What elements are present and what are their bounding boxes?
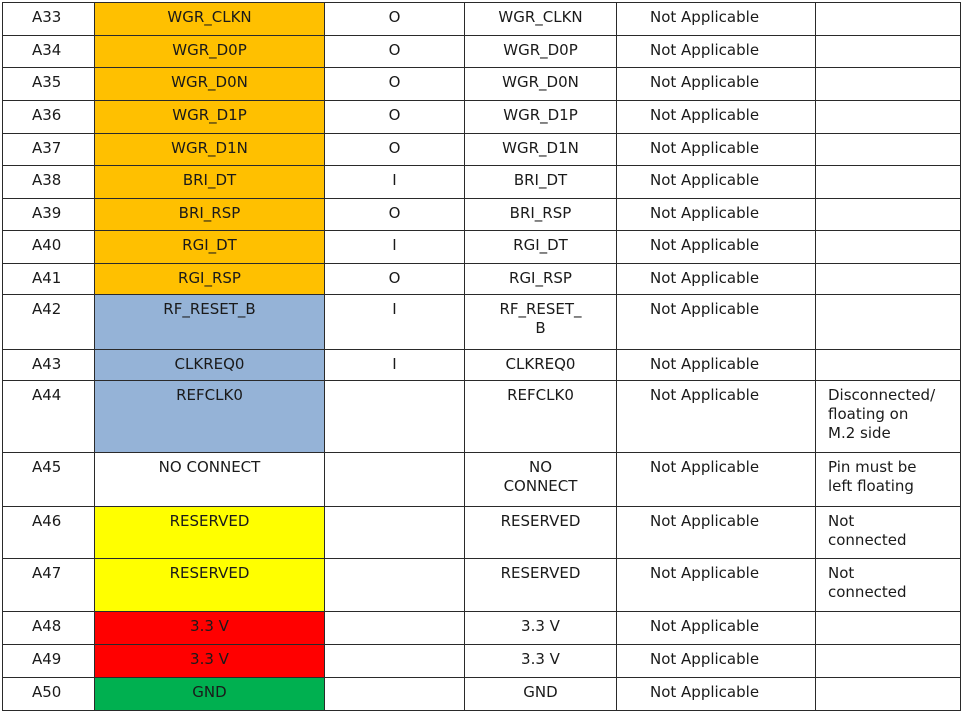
- note-text: [816, 678, 960, 687]
- pin-number-text: A39: [32, 204, 62, 222]
- table-row: [3, 559, 961, 612]
- pin-number-cell: [3, 231, 95, 264]
- note-cell: [816, 295, 961, 350]
- note-cell: [816, 350, 961, 381]
- description-cell: [617, 199, 816, 231]
- note-text: [816, 101, 960, 110]
- signal-text: RGI_RSP: [178, 269, 241, 287]
- description-cell: [617, 559, 816, 612]
- direction-text: O: [388, 139, 401, 157]
- note-text: [816, 612, 960, 621]
- note-text: [816, 645, 960, 654]
- pin-number-text: A34: [32, 41, 62, 59]
- pin-number-cell: [3, 612, 95, 645]
- direction-text: O: [388, 8, 401, 26]
- direction-cell: [325, 36, 465, 68]
- signal-cell: [95, 101, 325, 134]
- description-cell: [617, 3, 816, 36]
- pin-number-text: A44: [32, 386, 62, 404]
- direction-text: I: [392, 300, 397, 318]
- direction-text: O: [388, 73, 401, 91]
- signal-name-text: RGI_RSP: [509, 269, 572, 287]
- signal-name-cell: [465, 3, 617, 36]
- signal-name-text: WGR_D0N: [502, 73, 579, 91]
- description-cell: [617, 350, 816, 381]
- signal-name-text: RF_RESET_ B: [499, 300, 582, 337]
- table-row: [3, 381, 961, 453]
- pin-number-text: A50: [32, 683, 62, 701]
- table-row: [3, 295, 961, 350]
- signal-name-text: WGR_D1P: [503, 106, 578, 124]
- table-row: [3, 36, 961, 68]
- note-text: [816, 199, 960, 208]
- signal-text: RESERVED: [169, 564, 250, 582]
- note-text: [816, 134, 960, 143]
- note-cell: [816, 231, 961, 264]
- note-text: Not connected: [828, 512, 907, 549]
- description-text: Not Applicable: [650, 300, 760, 318]
- signal-text: RESERVED: [169, 512, 250, 530]
- description-text: Not Applicable: [650, 458, 760, 476]
- signal-cell: [95, 231, 325, 264]
- direction-text: O: [388, 106, 401, 124]
- table-row: [3, 612, 961, 645]
- pin-number-text: A45: [32, 458, 62, 476]
- table-row: [3, 453, 961, 507]
- signal-name-cell: [465, 559, 617, 612]
- direction-text: [325, 507, 464, 516]
- direction-text: O: [388, 269, 401, 287]
- description-cell: [617, 507, 816, 559]
- direction-text: [325, 612, 464, 621]
- description-cell: [617, 231, 816, 264]
- description-cell: [617, 68, 816, 101]
- direction-text: I: [392, 171, 397, 189]
- signal-text: REFCLK0: [176, 386, 243, 404]
- description-text: Not Applicable: [650, 512, 760, 530]
- signal-name-cell: [465, 350, 617, 381]
- signal-name-text: RESERVED: [500, 512, 581, 530]
- description-cell: [617, 612, 816, 645]
- description-cell: [617, 381, 816, 453]
- pin-number-cell: [3, 36, 95, 68]
- pin-number-text: A33: [32, 8, 62, 26]
- signal-name-cell: [465, 507, 617, 559]
- table-row: [3, 3, 961, 36]
- pin-number-cell: [3, 134, 95, 166]
- description-text: Not Applicable: [650, 8, 760, 26]
- signal-name-cell: [465, 264, 617, 295]
- signal-name-cell: [465, 381, 617, 453]
- description-text: Not Applicable: [650, 73, 760, 91]
- signal-cell: [95, 678, 325, 711]
- direction-text: [325, 381, 464, 390]
- signal-name-cell: [465, 645, 617, 678]
- note-text: Pin must be left floating: [828, 458, 917, 495]
- signal-cell: [95, 381, 325, 453]
- signal-text: 3.3 V: [190, 650, 229, 668]
- signal-text: WGR_D1P: [172, 106, 247, 124]
- signal-cell: [95, 559, 325, 612]
- description-text: Not Applicable: [650, 386, 760, 404]
- signal-name-cell: [465, 295, 617, 350]
- note-cell: [816, 36, 961, 68]
- pin-number-text: A41: [32, 269, 62, 287]
- signal-name-cell: [465, 612, 617, 645]
- signal-text: BRI_RSP: [178, 204, 241, 222]
- pinout-table-body: [3, 3, 961, 711]
- direction-cell: [325, 350, 465, 381]
- note-cell: [816, 612, 961, 645]
- signal-text: WGR_D1N: [171, 139, 248, 157]
- pin-number-text: A47: [32, 564, 62, 582]
- direction-cell: [325, 68, 465, 101]
- pin-number-text: A38: [32, 171, 62, 189]
- signal-name-text: WGR_CLKN: [498, 8, 583, 26]
- direction-text: I: [392, 236, 397, 254]
- pin-number-text: A48: [32, 617, 62, 635]
- signal-name-cell: [465, 453, 617, 507]
- signal-cell: [95, 199, 325, 231]
- table-row: [3, 350, 961, 381]
- description-text: Not Applicable: [650, 564, 760, 582]
- signal-name-text: WGR_D1N: [502, 139, 579, 157]
- note-cell: [816, 68, 961, 101]
- pin-number-cell: [3, 3, 95, 36]
- direction-cell: [325, 295, 465, 350]
- signal-cell: [95, 3, 325, 36]
- direction-text: [325, 453, 464, 462]
- signal-name-text: RGI_DT: [513, 236, 568, 254]
- description-cell: [617, 166, 816, 199]
- signal-text: BRI_DT: [182, 171, 237, 189]
- note-text: [816, 3, 960, 12]
- signal-name-cell: [465, 101, 617, 134]
- description-cell: [617, 645, 816, 678]
- note-cell: [816, 678, 961, 711]
- direction-text: [325, 645, 464, 654]
- signal-cell: [95, 350, 325, 381]
- description-text: Not Applicable: [650, 617, 760, 635]
- signal-name-cell: [465, 166, 617, 199]
- description-text: Not Applicable: [650, 171, 760, 189]
- direction-cell: [325, 453, 465, 507]
- pin-number-cell: [3, 381, 95, 453]
- signal-cell: [95, 36, 325, 68]
- description-text: Not Applicable: [650, 41, 760, 59]
- note-cell: [816, 381, 961, 453]
- note-text: [816, 295, 960, 304]
- pin-number-cell: [3, 678, 95, 711]
- direction-cell: [325, 231, 465, 264]
- signal-name-text: CLKREQ0: [505, 355, 576, 373]
- note-cell: [816, 134, 961, 166]
- note-cell: [816, 507, 961, 559]
- note-cell: [816, 453, 961, 507]
- note-cell: [816, 166, 961, 199]
- pin-number-cell: [3, 507, 95, 559]
- direction-text: O: [388, 204, 401, 222]
- table-row: [3, 134, 961, 166]
- direction-cell: [325, 264, 465, 295]
- signal-name-text: 3.3 V: [521, 617, 560, 635]
- pin-number-cell: [3, 199, 95, 231]
- signal-name-cell: [465, 199, 617, 231]
- pin-number-text: A42: [32, 300, 62, 318]
- direction-cell: [325, 101, 465, 134]
- description-cell: [617, 36, 816, 68]
- note-cell: [816, 645, 961, 678]
- note-cell: [816, 199, 961, 231]
- signal-name-text: REFCLK0: [507, 386, 574, 404]
- direction-cell: [325, 612, 465, 645]
- direction-text: [325, 559, 464, 568]
- direction-text: O: [388, 41, 401, 59]
- signal-name-cell: [465, 134, 617, 166]
- pin-number-cell: [3, 68, 95, 101]
- signal-name-cell: [465, 678, 617, 711]
- description-text: Not Applicable: [650, 204, 760, 222]
- note-cell: [816, 264, 961, 295]
- direction-cell: [325, 507, 465, 559]
- pin-number-text: A36: [32, 106, 62, 124]
- direction-text: I: [392, 355, 397, 373]
- description-cell: [617, 101, 816, 134]
- signal-cell: [95, 68, 325, 101]
- description-text: Not Applicable: [650, 683, 760, 701]
- direction-cell: [325, 199, 465, 231]
- description-cell: [617, 264, 816, 295]
- pinout-table: [2, 2, 961, 711]
- description-cell: [617, 453, 816, 507]
- signal-name-text: GND: [523, 683, 558, 701]
- signal-name-text: NO CONNECT: [503, 458, 578, 495]
- signal-cell: [95, 453, 325, 507]
- table-row: [3, 264, 961, 295]
- signal-name-text: RESERVED: [500, 564, 581, 582]
- note-text: [816, 68, 960, 77]
- note-text: Not connected: [828, 564, 907, 601]
- table-row: [3, 231, 961, 264]
- pin-number-cell: [3, 350, 95, 381]
- direction-cell: [325, 166, 465, 199]
- description-text: Not Applicable: [650, 269, 760, 287]
- note-text: [816, 36, 960, 45]
- table-row: [3, 166, 961, 199]
- signal-text: WGR_CLKN: [167, 8, 252, 26]
- pin-number-text: A37: [32, 139, 62, 157]
- note-text: [816, 166, 960, 175]
- signal-cell: [95, 166, 325, 199]
- signal-cell: [95, 264, 325, 295]
- note-cell: [816, 559, 961, 612]
- note-text: [816, 350, 960, 359]
- signal-name-text: 3.3 V: [521, 650, 560, 668]
- table-row: [3, 507, 961, 559]
- signal-cell: [95, 295, 325, 350]
- pin-number-text: A46: [32, 512, 62, 530]
- pin-number-text: A49: [32, 650, 62, 668]
- description-text: Not Applicable: [650, 355, 760, 373]
- note-cell: [816, 101, 961, 134]
- pin-number-text: A40: [32, 236, 62, 254]
- pin-number-cell: [3, 166, 95, 199]
- note-text: Disconnected/ floating on M.2 side: [828, 386, 936, 442]
- direction-text: [325, 678, 464, 687]
- description-cell: [617, 678, 816, 711]
- table-row: [3, 645, 961, 678]
- pin-number-cell: [3, 101, 95, 134]
- description-cell: [617, 134, 816, 166]
- note-text: [816, 264, 960, 273]
- signal-text: CLKREQ0: [174, 355, 245, 373]
- signal-name-text: BRI_DT: [513, 171, 568, 189]
- description-text: Not Applicable: [650, 139, 760, 157]
- direction-cell: [325, 678, 465, 711]
- signal-name-cell: [465, 231, 617, 264]
- direction-cell: [325, 134, 465, 166]
- pin-number-cell: [3, 295, 95, 350]
- pin-number-cell: [3, 559, 95, 612]
- direction-cell: [325, 3, 465, 36]
- signal-cell: [95, 645, 325, 678]
- signal-text: NO CONNECT: [158, 458, 261, 476]
- description-text: Not Applicable: [650, 650, 760, 668]
- description-text: Not Applicable: [650, 106, 760, 124]
- signal-cell: [95, 507, 325, 559]
- direction-cell: [325, 381, 465, 453]
- table-row: [3, 199, 961, 231]
- signal-name-text: BRI_RSP: [509, 204, 572, 222]
- note-cell: [816, 3, 961, 36]
- signal-name-text: WGR_D0P: [503, 41, 578, 59]
- signal-text: RGI_DT: [182, 236, 237, 254]
- pin-number-cell: [3, 645, 95, 678]
- direction-cell: [325, 645, 465, 678]
- description-text: Not Applicable: [650, 236, 760, 254]
- table-row: [3, 101, 961, 134]
- description-cell: [617, 295, 816, 350]
- signal-cell: [95, 134, 325, 166]
- signal-cell: [95, 612, 325, 645]
- signal-text: RF_RESET_B: [163, 300, 256, 318]
- pin-number-cell: [3, 264, 95, 295]
- pin-number-text: A43: [32, 355, 62, 373]
- pin-number-text: A35: [32, 73, 62, 91]
- signal-text: GND: [192, 683, 227, 701]
- signal-text: WGR_D0P: [172, 41, 247, 59]
- table-row: [3, 678, 961, 711]
- signal-name-cell: [465, 36, 617, 68]
- signal-text: WGR_D0N: [171, 73, 248, 91]
- note-text: [816, 231, 960, 240]
- pin-number-cell: [3, 453, 95, 507]
- direction-cell: [325, 559, 465, 612]
- signal-name-cell: [465, 68, 617, 101]
- table-row: [3, 68, 961, 101]
- signal-text: 3.3 V: [190, 617, 229, 635]
